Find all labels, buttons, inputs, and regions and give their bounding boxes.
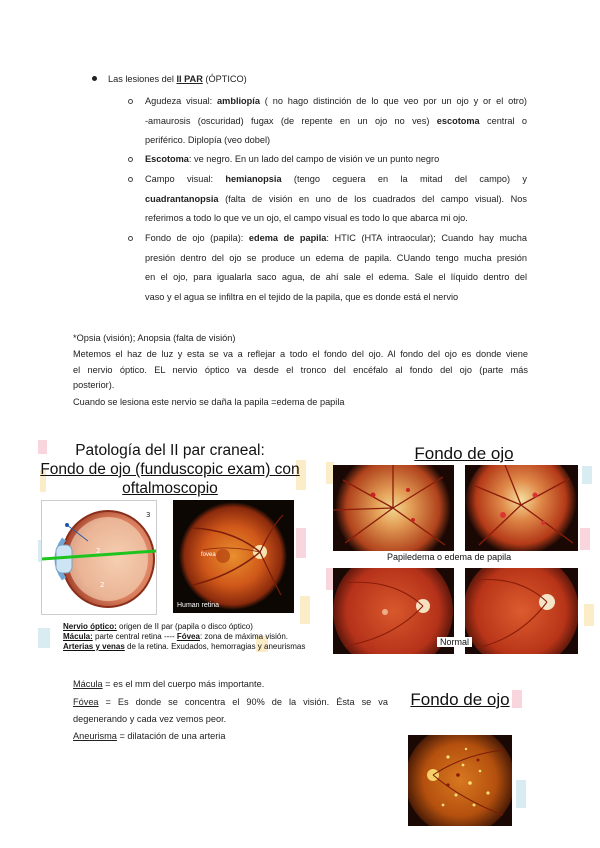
slide3-title: Fondo de ojo — [410, 690, 510, 709]
definition-line: Aneurisma = dilatación de una arteria — [73, 731, 226, 741]
eye-anatomy-diagram — [41, 500, 157, 615]
notes-line: posterior). — [73, 380, 115, 390]
retina-label: Human retina — [177, 602, 220, 609]
deco-block — [300, 596, 310, 624]
lesion-item-line: Escotoma: ve negro. En un lado del campo de visión ve un punto negro — [145, 154, 440, 164]
slide1-captions — [63, 622, 305, 652]
lesion-item-line: cuadrantanopsia (falta de visión en uno de los cuadrados del campo visual). Nos — [145, 193, 527, 204]
lesions-heading: Las lesiones del II PAR (ÓPTICO) — [108, 74, 247, 84]
sub-bullet-ring — [128, 99, 133, 104]
sub-bullet-ring — [128, 177, 133, 182]
human-retina-photo — [173, 500, 294, 613]
caption-optic-nerve: Nervio óptico: origen de II par (papila o disco óptico) — [63, 622, 253, 631]
fundus-normal-1 — [333, 568, 454, 654]
sub-bullet-ring — [128, 236, 133, 241]
lesion-item-line: -amaurosis (oscuridad) fugax (de repente en un ojo no ves) escotoma central o — [145, 115, 527, 126]
caption-macula: Mácula: parte central retina ---- Fóvea: zona de máxima visión. — [63, 632, 288, 641]
deco-block — [582, 466, 592, 484]
definition-line: Mácula = es el mm del cuerpo más importante. — [73, 679, 265, 689]
notes-line: Cuando se lesiona este nervio se daña la papila =edema de papila — [73, 397, 345, 407]
deco-block — [38, 628, 50, 648]
definition-line: Fóvea = Es donde se concentra el 90% de la visión. Ésta se va — [73, 697, 388, 707]
notes-line: *Opsia (visión); Anopsia (falta de visión) — [73, 333, 236, 343]
slide1-title-line1: Patología del II par craneal: — [75, 442, 265, 459]
lesion-item-line: periférico. Diplopía (veo dobel) — [145, 135, 271, 145]
notes-line: Metemos el haz de luz y esta se va a reflejar a todo el fondo del ojo. Al fondo del ojo es donde viene — [73, 349, 528, 359]
normal-label: Normal — [437, 637, 472, 647]
deco-block — [516, 780, 526, 808]
fundus-papiledema-1 — [333, 465, 454, 551]
bullet-dot — [92, 76, 97, 81]
slide1-title — [40, 441, 300, 498]
fovea-label: fovea — [201, 552, 216, 558]
deco-block — [512, 690, 522, 708]
ii-par-emphasis: II PAR — [176, 74, 203, 84]
slide2-title: Fondo de ojo — [414, 444, 514, 463]
lesion-item-line: Campo visual: hemianopsia (tengo ceguera en la mitad del campo) y — [145, 174, 528, 184]
lesion-item-line: Fondo de ojo (papila): edema de papila: HTIC (HTA intraocular); Cuando hay mucha — [145, 233, 527, 243]
lesion-item-line: vaso y el agua se infiltra en el tejido de la papila, que es donde está el nervio — [145, 291, 459, 302]
svg-text:3: 3 — [146, 511, 151, 519]
sub-bullet-ring — [128, 157, 133, 162]
caption-arteries: Arterias y venas de la retina. Exudados, hemorragias y aneurismas — [63, 642, 306, 651]
lesion-item-line: Agudeza visual: ambliopía ( no hago distinción de lo que veo por un ojo y or el otro) — [145, 96, 527, 106]
slide1-title-line3: oftalmoscopio — [122, 480, 218, 497]
lesion-item-line: referimos a todo lo que ve un ojo, el campo visual es todo lo que abarca mi ojo. — [145, 213, 468, 223]
slide1-title-line2: Fondo de ojo (funduscopic exam) con — [40, 461, 300, 478]
deco-block — [584, 604, 594, 626]
fundus-exudates-photo — [408, 735, 512, 826]
definition-line: degenerando y cada vez vemos peor. — [73, 714, 227, 724]
svg-text:2: 2 — [96, 547, 101, 555]
lesion-item-line: en el ojo, para igualarla saco agua, de ahí sale el edema. Sale el líquido dentro del — [145, 272, 527, 282]
fundus-papiledema-2 — [465, 465, 578, 551]
lesion-item-line: presión dentro del ojo se produce un edema de papila. CUando tengo mucha presión — [145, 252, 527, 263]
fundus-normal-2 — [465, 568, 578, 654]
notes-line: el nervio óptico. EL nervio óptico va desde el tronco del encéfalo al fondo del ojo (parte más — [73, 365, 528, 375]
papiledema-label: Papiledema o edema de papila — [384, 552, 514, 562]
deco-block — [296, 528, 306, 558]
svg-text:2: 2 — [100, 581, 105, 589]
deco-block — [580, 528, 590, 550]
